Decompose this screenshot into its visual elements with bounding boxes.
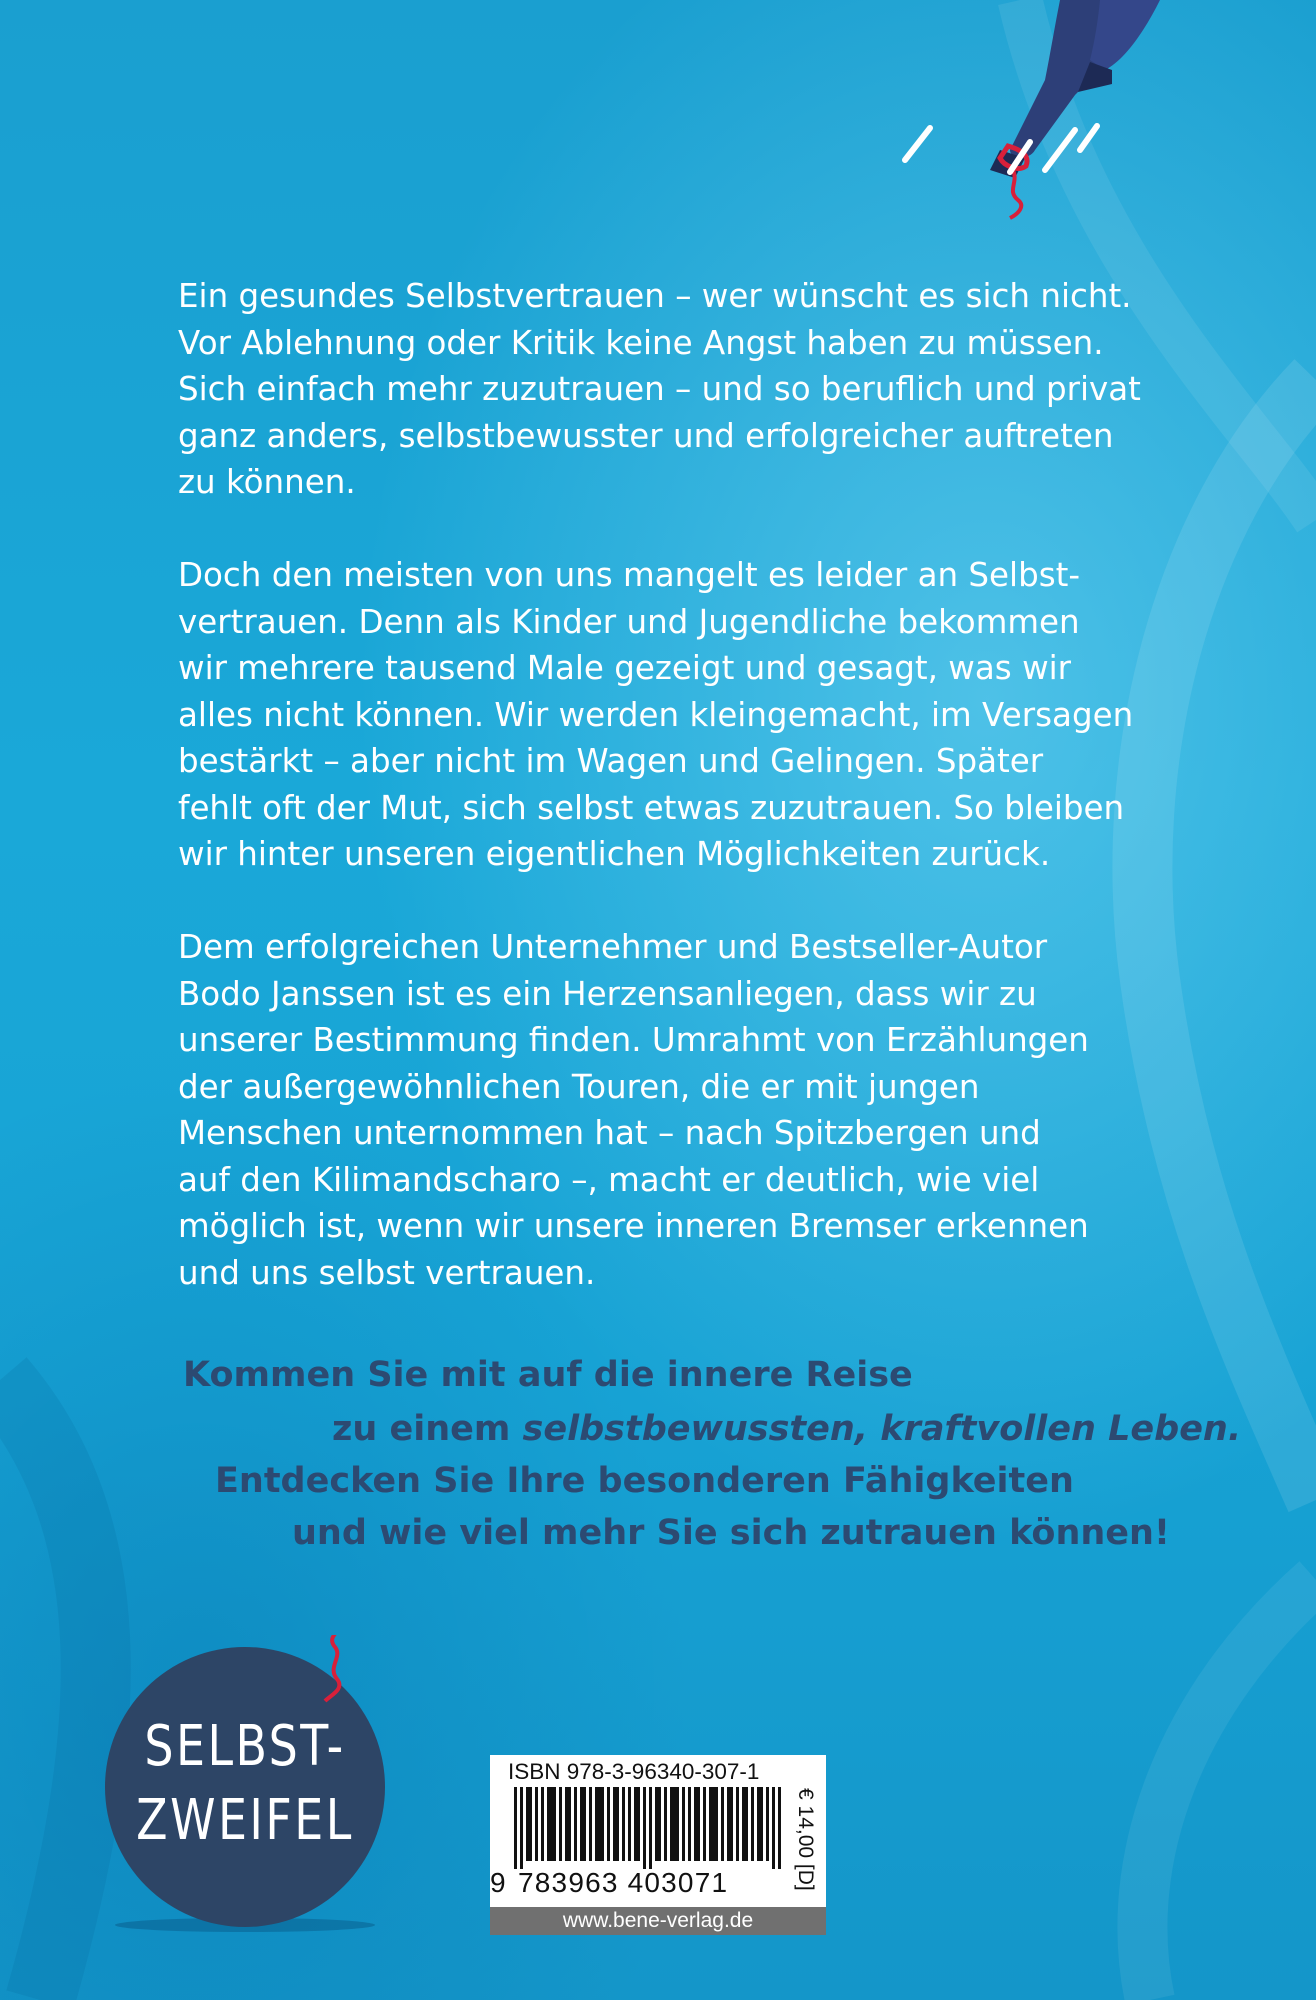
barcode-panel <box>490 1755 826 1935</box>
ean-first-digit: 9 <box>490 1867 506 1898</box>
blurb-paragraph-1: Ein gesundes Selbstvertrauen – wer wünscht es sich nicht. Vor Ablehnung oder Kritik keine Angst haben zu müssen. Sich einfach mehr zuzutrauen – und so beruflich und privat ganz anders, selbstbewusster und erfolgreicher auftreten zu können. <box>178 277 1141 501</box>
tagline-line-1: Kommen Sie mit auf die innere Reise <box>183 1355 913 1395</box>
badge-label <box>130 1710 360 1858</box>
selbstzweifel-badge <box>95 1635 395 1935</box>
publisher-url: www.bene-verlag.de <box>490 1907 826 1935</box>
tagline-line-4: und wie viel mehr Sie sich zutrauen können! <box>292 1513 1170 1553</box>
barcode-bars-icon <box>514 1787 786 1869</box>
price-label: € 14,00 [D] <box>794 1788 817 1891</box>
ean-digits: 783963 403071 <box>518 1867 729 1898</box>
badge-line-1: SELBST- <box>144 1714 346 1779</box>
isbn-label: ISBN 978-3-96340-307-1 <box>508 1759 760 1784</box>
tagline-line-2-prefix: zu einem <box>332 1409 523 1449</box>
flying-person-illustration <box>850 0 1180 230</box>
tagline-line-3: Entdecken Sie Ihre besonderen Fähigkeiten <box>215 1461 1074 1501</box>
blurb-paragraph-3: Dem erfolgreichen Unternehmer und Bestseller-Autor Bodo Janssen ist es ein Herzensanliegen, dass wir zu unserer Bestimmung finden. Umrahmt von Erzählungen der außergewöhnlichen Touren, die er mit jungen Menschen unternommen hat – nach Spitzbergen und auf den Kilimandscharo –, macht er deutlich, wie viel möglich ist, wenn wir unsere inneren Bremser erkennen und uns selbst vertrauen. <box>178 928 1089 1292</box>
tagline-line-2 <box>332 1404 1241 1454</box>
blurb-paragraph-2: Doch den meisten von uns mangelt es leider an Selbst- vertrauen. Denn als Kinder und Jugendliche bekommen wir mehrere tausend Male gezeigt und gesagt, was wir alles nicht können. Wir werden kleingemacht, im Versagen bestärkt – aber nicht im Wagen und Gelingen. Später fehlt oft der Mut, sich selbst etwas zuzutrauen. So bleiben wir hinter unseren eigentlichen Möglichkeiten zurück. <box>178 556 1134 873</box>
tagline-emphasis: selbstbewussten, kraftvollen Leben. <box>522 1409 1242 1449</box>
badge-line-2: ZWEIFEL <box>136 1788 354 1853</box>
